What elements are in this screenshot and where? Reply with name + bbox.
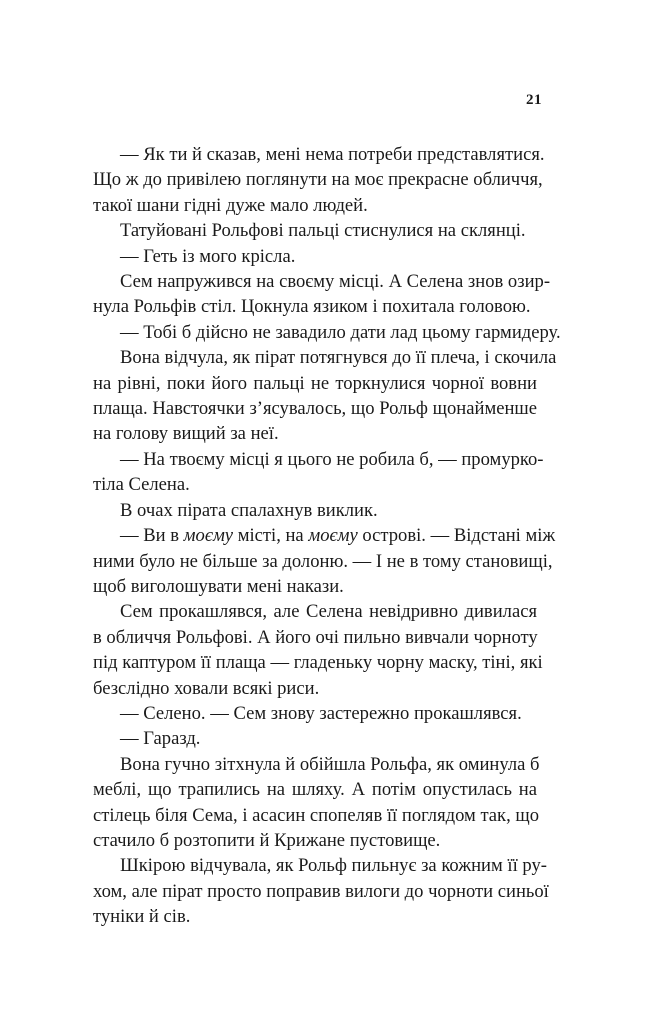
text-line: меблі, що трапились на шляху. А потім опустилась на (93, 779, 537, 801)
text-line: Шкірою відчувала, як Рольф пильнує за кожним її ру- (120, 855, 547, 877)
text-line: — Геть із мого крісла. (120, 245, 296, 267)
paragraph (93, 142, 545, 218)
text-line: на голову вищий за неї. (93, 423, 279, 445)
text-line: стілець біля Сема, і асасин спопеляв її поглядом так, що (93, 804, 540, 826)
text-line: Вона гучно зітхнула й обійшла Рольфа, як оминула б (120, 753, 540, 775)
text-line: такої шани гідні дуже мало людей. (93, 194, 368, 216)
paragraph (93, 523, 556, 599)
text-line: на рівні, поки його пальці не торкнулися чорної вовни (93, 372, 537, 394)
paragraph (93, 599, 543, 701)
emphasis: моєму (183, 525, 234, 547)
text-line: хом, але пірат просто поправив вилоги до чорноти синьої (93, 880, 549, 902)
page-number: 21 (526, 92, 542, 108)
paragraph (93, 269, 551, 320)
text-line: В очах пірата спалахнув виклик. (120, 499, 378, 521)
text-run: острові. — Відстані між (357, 525, 556, 547)
emphasis: моєму (308, 525, 358, 547)
text-line: — Селено. — Сем знову застережно прокашлявся. (120, 702, 522, 724)
paragraph (93, 726, 537, 751)
text-line: Сем напружився на своєму місці. А Селена знов озир- (120, 271, 551, 293)
paragraph (93, 447, 544, 498)
text-line: Що ж до привілею поглянути на моє прекрасне обличчя, (93, 169, 543, 191)
text-line: — Гаразд. (120, 728, 201, 750)
paragraph (93, 752, 540, 854)
text-line: туніки й сів. (93, 906, 191, 928)
paragraph (93, 498, 537, 523)
text-line: плаща. Навстоячки з’ясувалось, що Рольф щонайменше (93, 398, 537, 420)
text-line: стачило б розтопити й Крижане пустовище. (93, 829, 441, 851)
text-line: — На твоєму місці я цього не робила б, — промурко- (120, 448, 544, 470)
text-line: — Як ти й сказав, мені нема потреби представлятися. (120, 144, 545, 165)
paragraph (93, 244, 537, 269)
text-line: ними було не більше за долоню. — І не в тому становищі, (93, 550, 553, 572)
text-run: — Ви в (120, 525, 184, 547)
paragraph (93, 701, 537, 726)
text-line: нула Рольфів стіл. Цокнула язиком і похитала головою. (93, 296, 531, 318)
text-line: безслідно ховали всякі риси. (93, 677, 320, 699)
paragraph (93, 345, 557, 447)
text-line: Татуйовані Рольфові пальці стиснулися на склянці. (120, 220, 526, 242)
paragraph (93, 853, 549, 929)
text-line: тіла Селена. (93, 474, 190, 496)
text-line: в обличчя Рольфові. А його очі пильно вивчали чорноту (93, 626, 538, 648)
text-line: щоб виголошувати мені накази. (93, 575, 344, 597)
text-line: Сем прокашлявся, але Селена невідривно дивилася (120, 601, 537, 623)
text-body (93, 142, 561, 930)
text-line: — Тобі б дійсно не завадило дати лад цьому гармидеру. (120, 321, 561, 343)
text-line: Вона відчула, як пірат потягнувся до її плеча, і скочила (120, 347, 557, 369)
paragraph (93, 218, 537, 243)
paragraph (93, 320, 561, 345)
text-run: місті, на (233, 525, 309, 547)
text-line: під каптуром її плаща — гладеньку чорну маску, тіні, які (93, 652, 543, 674)
text-line (93, 523, 556, 548)
